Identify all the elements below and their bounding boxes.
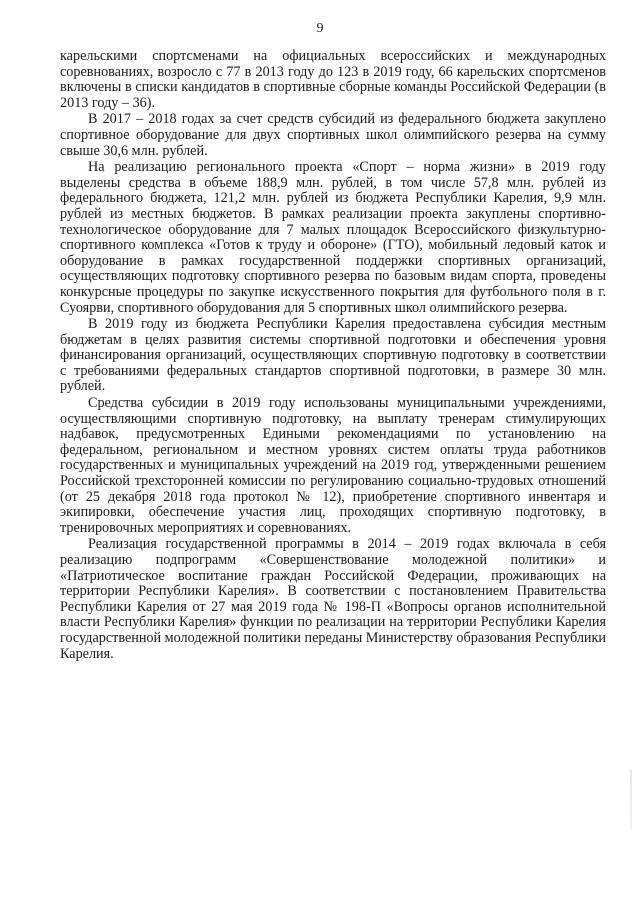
scan-margin-mark — [630, 770, 632, 830]
page-number: 9 — [316, 21, 324, 36]
paragraph-3: На реализацию регионального проекта «Спорт – норма жизни» в 2019 году выделены средства в объеме 188,9 млн. рублей, в том числе 57,8 млн. рублей из федерального бюджета, 121,2 млн. рублей из бюджета Республики Карелия, 9,9 млн. рублей из местных бюджетов. В рамках реализации проекта закуплены спортивно-технологическое оборудование для 7 малых площадок Всероссийского физкультурно-спортивного комплекса «Готов к труду и обороне» (ГТО), мобильный ледовый каток и оборудование в рамках государственной поддержки спортивных организаций, осуществляющих подготовку спортивного резерва по базовым видам спорта, проведены конкурсные процедуры по закупке искусственного покрытия для футбольного поля в г. Суоярви, спортивного оборудования для 5 спортивных школ олимпийского резерва. — [60, 159, 606, 316]
paragraph-4: В 2019 году из бюджета Республики Карелия предоставлена субсидия местным бюджетам в целях развития системы спортивной подготовки и обеспечения уровня финансирования организаций, осуществляющих спортивную подготовку в соответствии с требованиями федеральных стандартов спортивной подготовки, в размере 30 млн. рублей. — [60, 316, 606, 395]
paragraph-2: В 2017 – 2018 годах за счет средств субсидий из федерального бюджета закуплено спортивное оборудование для двух спортивных школ олимпийского резерва на сумму свыше 30,6 млн. рублей. — [60, 111, 606, 159]
paragraph-6: Реализация государственной программы в 2014 – 2019 годах включала в себя реализацию подпрограмм «Совершенствование молодежной политики» и «Патриотическое воспитание граждан Российской Федерации, проживающих на территории Республики Карелия». В соответствии с постановлением Правительства Республики Карелия от 27 мая 2019 года № 198-П «Вопросы органов исполнительной власти Республики Карелия» функции по реализации на территории Республики Карелия государственной молодежной политики переданы Министерству образования Республики Карелия. — [60, 536, 606, 662]
paragraph-5: Средства субсидии в 2019 году использованы муниципальными учреждениями, осуществляющими спортивную подготовку, на выплату тренерам стимулирующих надбавок, предусмотренных Едиными рекомендациями по установлению на федеральном, региональном и местном уровнях систем оплаты труда работников государственных и муниципальных учреждений на 2019 год, утвержденными решением Российской трехсторонней комиссии по регулированию социально-трудовых отношений (от 25 декабря 2018 года протокол № 12), приобретение спортивного инвентаря и экипировки, обеспечение участия лиц, проходящих спортивную подготовку, в тренировочных мероприятиях и соревнованиях. — [60, 395, 606, 536]
paragraph-1: карельскими спортсменами на официальных всероссийских и международных соревнованиях, возросло с 77 в 2013 году до 123 в 2019 году, 66 карельских спортсменов включены в списки кандидатов в спортивные сборные команды Российской Федерации (в 2013 году – 36). — [60, 48, 606, 111]
document-body — [60, 49, 606, 663]
